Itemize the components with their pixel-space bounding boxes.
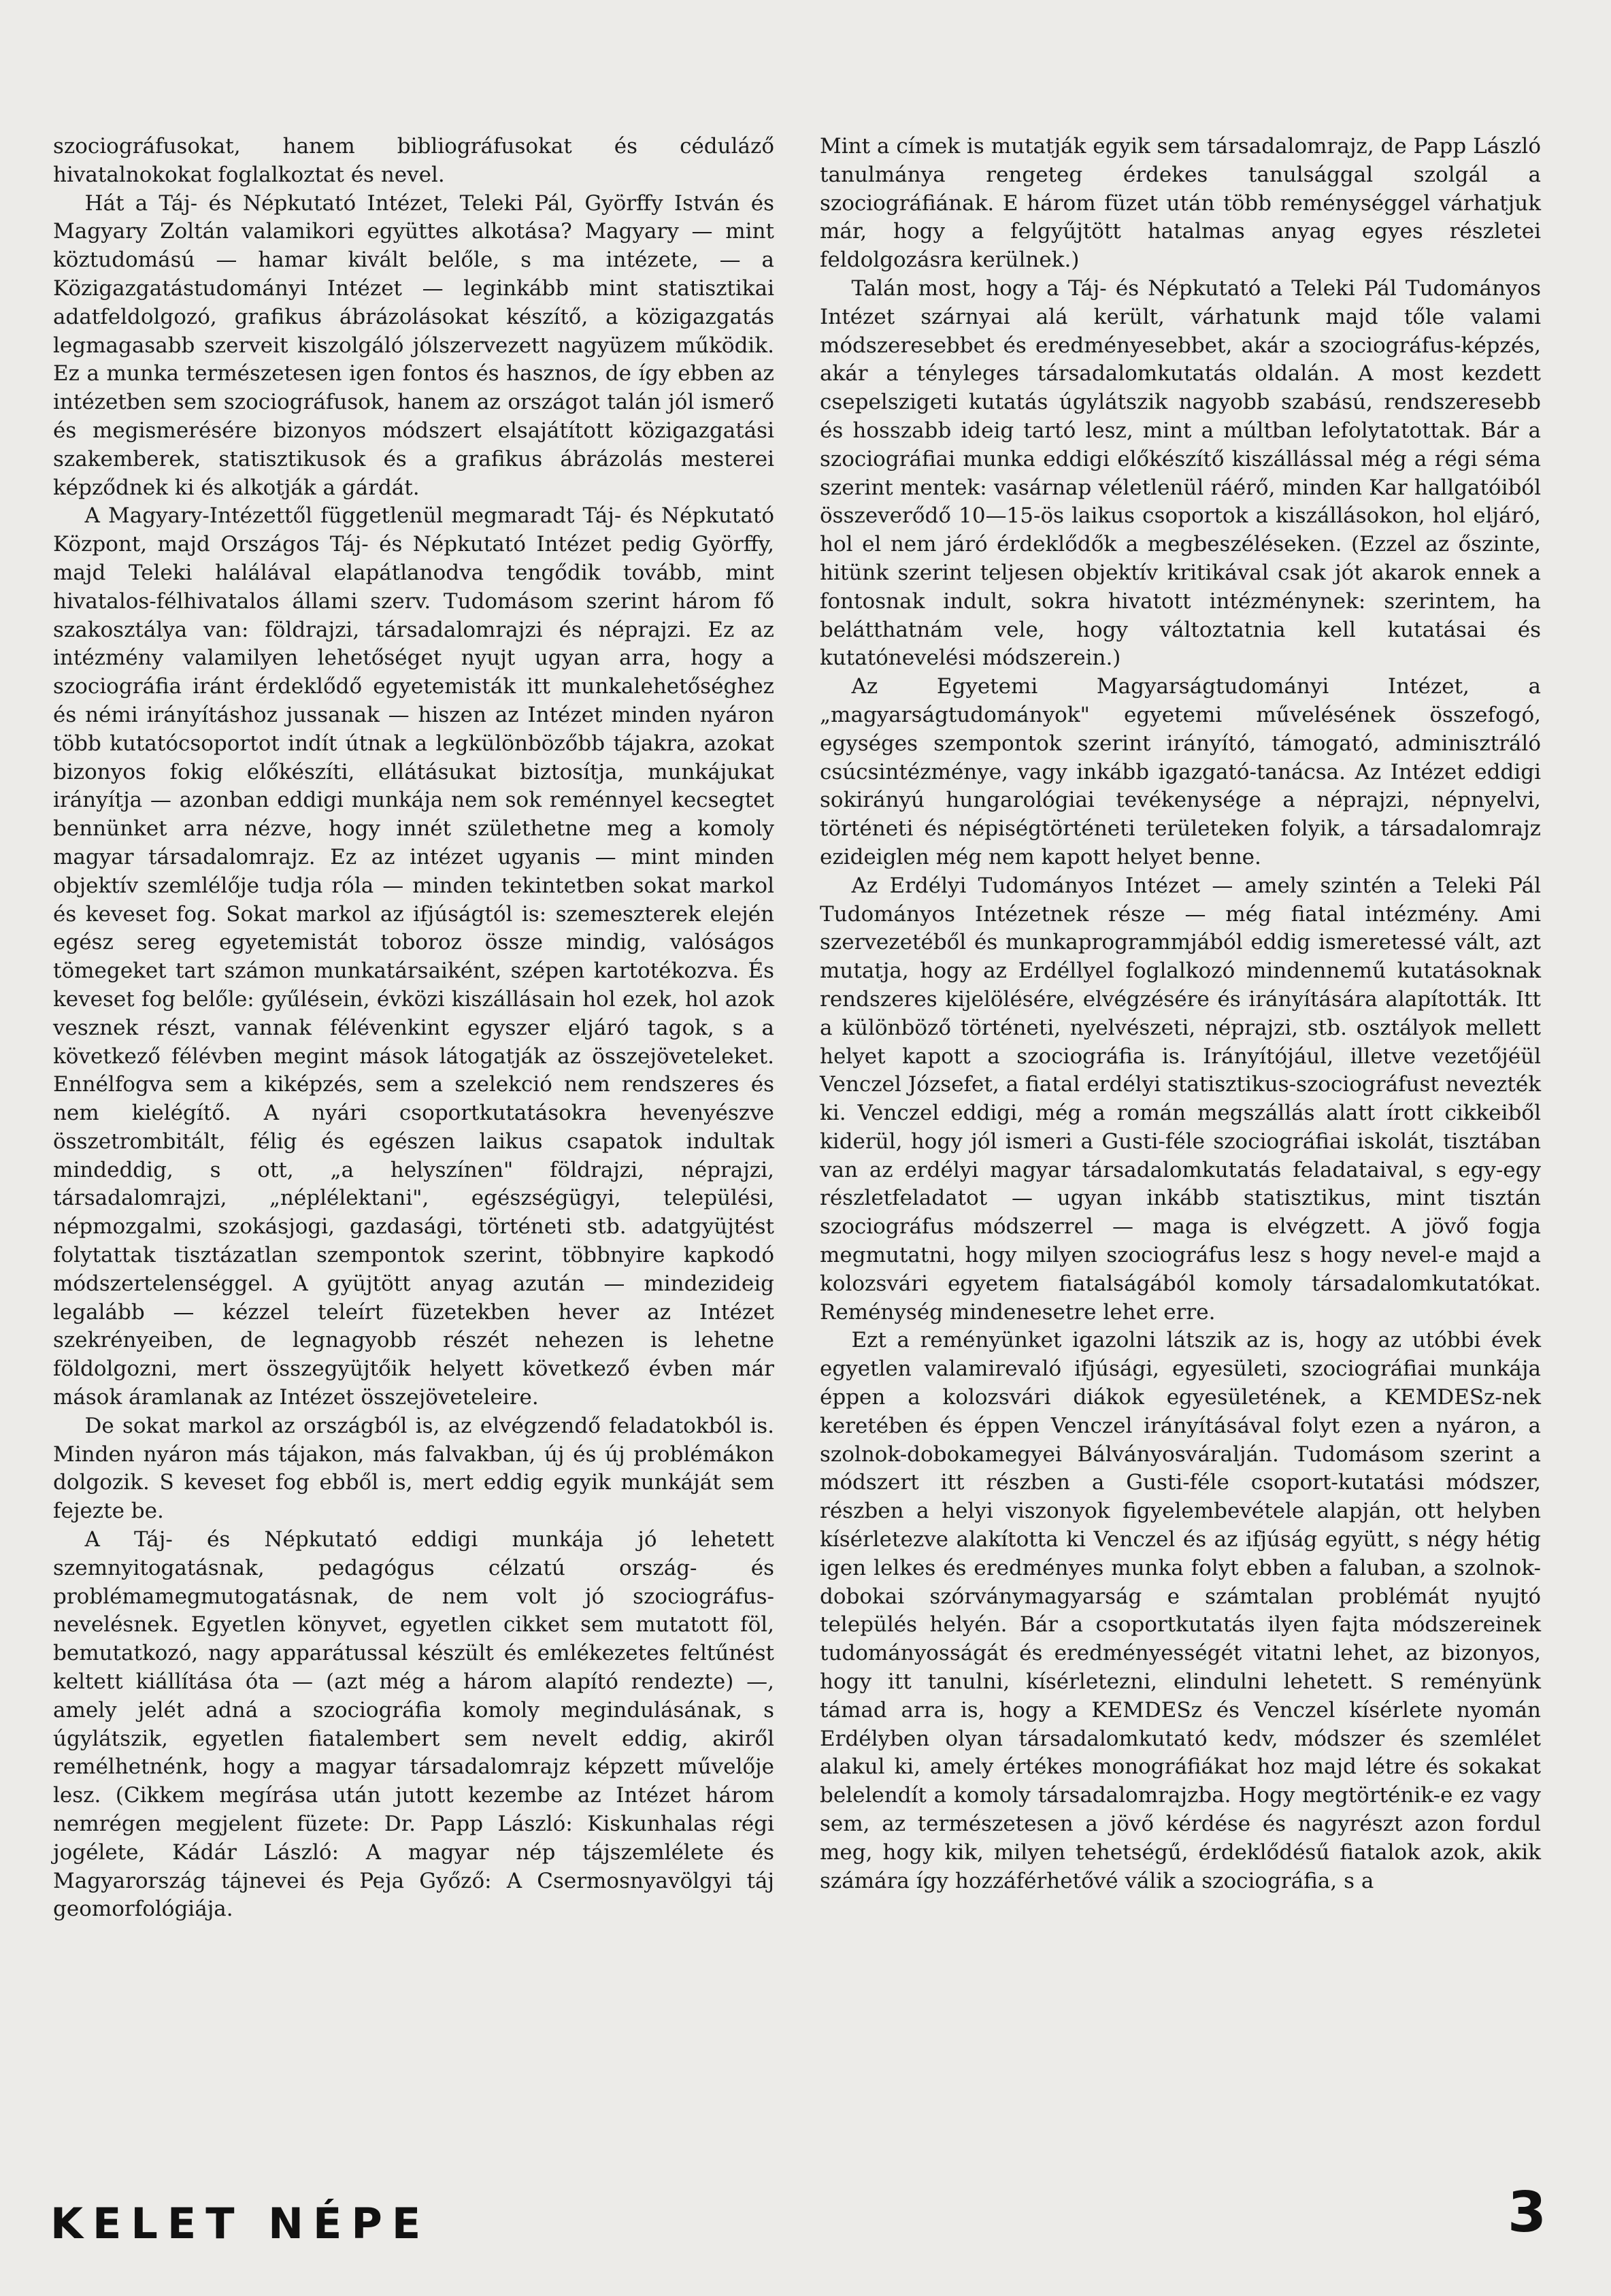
paragraph: Mint a címek is mutatják egyik sem társadalomrajz, de Papp László tanulmánya rengeteg érdekes tanulsággal szolgál a szociográfiának. E három füzet után több reménységgel várhatjuk már, hogy a felgyűjtött hatalmas anyag egyes részletei feldolgozásra kerülnek.) (820, 134, 1541, 273)
paragraph: Ezt a reményünket igazolni látszik az is, hogy az utóbbi évek egyetlen valamirevaló ifjúsági, egyesületi, szociográfiai munkája éppen a kolozsvári diákok egyesületének, a KEMDESz-nek keretében és éppen Venczel irányításával folyt ezen a nyáron, a szolnok-dobokamegyei Bálványosváralján. Tudomásom szerint a módszert itt részben a Gusti-féle csoport-kutatási módszer, részben a helyi viszonyok figyelembevétele alapján, ott helyben kísérletezve alakította ki Venczel és az ifjúság együtt, s négy hétig igen lelkes és eredményes munka folyt ebben a faluban, a szolnok-dobokai szórványmagyarság e számtalan problémát nyujtó település helyén. Bár a csoportkutatás ilyen fajta módszereinek tudományosságát és eredményességét vitatni lehet, az bizonyos, hogy itt tanulni, kísérletezni, elindulni lehetett. S reményünk támad arra is, hogy a KEMDESz és Venczel kísérlete nyomán Erdélyben olyan társadalomkutató kedv, módszer és szemlélet alakul ki, amely értékes monográfiákat hoz majd létre és sokakat belelendít a komoly társadalomrajzba. Hogy megtörténik-e ez vagy sem, az természetesen a jövő kérdése és nagyrészt azon fordul meg, hogy kik, milyen tehetségű, érdeklődésű fiatalok azok, akik számára így hozzáférhetővé válik a szociográfia, s a (820, 1328, 1541, 1893)
right-column (820, 133, 1541, 1895)
left-column (53, 133, 774, 1924)
paragraph: A Magyary-Intézettől függetlenül megmaradt Táj- és Népkutató Központ, majd Országos Táj- és Népkutató Intézet pedig Györffy, majd Teleki halálával elapátlanodva tengődik tovább, mint hivatalos-félhivatalos állami szerv. Tudomásom szerint három fő szakosztálya van: földrajzi, társadalomrajzi és néprajzi. Ez az intézmény valamilyen lehetőséget nyujt ugyan arra, hogy a szociográfia iránt érdeklődő egyetemisták itt munkalehetőséghez és némi irányításhoz jussanak — hiszen az Intézet minden nyáron több kutatócsoportot indít útnak a legkülönbözőbb tájakra, azokat bizonyos fokig előkészíti, ellátásukat biztosítja, munkájukat irányítja — azonban eddigi munkája nem sok reménnyel kecsegtet bennünket arra nézve, hogy innét születhetne meg a komoly magyar társadalomrajz. Ez az intézet ugyanis — mint minden objektív szemlélője tudja róla — minden tekintetben sokat markol és keveset fog. Sokat markol az ifjúságtól is: szemeszterek elején egész sereg egyetemistát toboroz össze mindig, valóságos tömegeket tart számon munkatársaiként, szépen kartotékozva. És keveset fog belőle: gyűlésein, évközi kiszállásain hol ezek, hol azok vesznek részt, vannak félévenkint egyszer eljáró tagok, s a következő félévben megint mások látogatják az összejöveteleket. Ennélfogva sem a kiképzés, sem a szelekció nem rendszeres és nem kielégítő. A nyári csoportkutatásokra hevenyészve összetrombitált, félig és egészen laikus csapatok indultak mindeddig, s ott, „a helyszínen" földrajzi, néprajzi, társadalomrajzi, „néplélektani", egészségügyi, települési, népmozgalmi, szokásjogi, gazdasági, történeti stb. adatgyüjtést folytattak tisztázatlan szempontok szerint, többnyire kapkodó módszertelenséggel. A gyüjtött anyag azután — mindezideig legalább — kézzel teleírt füzetekben hever az Intézet szekrényeiben, de legnagyobb részét nehezen is lehetne földolgozni, mert összegyüjtőik helyett következő évben már mások áramlanak az Intézet összejöveteleire. (53, 503, 774, 1410)
publication-title: KELET NÉPE (50, 2199, 431, 2248)
page-number: 3 (1507, 2180, 1546, 2245)
paragraph: Talán most, hogy a Táj- és Népkutató a Teleki Pál Tudományos Intézet szárnyai alá került, várhatunk majd tőle valami módszeresebbet és eredményesebbet, akár a szociográfus-képzés, akár a tényleges társadalomkutatás oldalán. A most kezdett csepelszigeti kutatás úgylátszik nagyobb szabású, rendszeresebb és hosszabb ideig tartó lesz, mint a múltban lefolytatottak. Bár a szociográfiai munka eddigi előkészítő kiszállással még a régi séma szerint mentek: vasárnap véletlenül ráérő, minden Kar hallgatóiból összeverődő 10—15-ös laikus csoportok a kiszállásokon, hol eljáró, hol el nem járó érdeklődők a megbeszéléseken. (Ezzel az őszinte, hitünk szerint teljesen objektív kritikával csak jót akarok ennek a fontosnak indult, sokra hivatott intézménynek: szerintem, ha belátthatnám vele, hogy változtatnia kell kutatásai és kutatónevelési módszerein.) (820, 276, 1541, 671)
paragraph: szociográfusokat, hanem bibliográfusokat és céduláző hivatalnokokat foglalkoztat és nevel. (53, 134, 774, 187)
paragraph: Hát a Táj- és Népkutató Intézet, Teleki Pál, Györffy István és Magyary Zoltán valamikori együttes alkotása? Magyary — mint köztudomású — hamar kivált belőle, s ma intézete, — a Közigazgatástudományi Intézet — leginkább mint statisztikai adatfeldolgozó, grafikus ábrázolásokat készítő, a közigazgatás legmagasabb szerveit kiszolgáló jólszervezett nagyüzem működik. Ez a munka természetesen igen fontos és hasznos, de így ebben az intézetben sem szociográfusok, hanem az országot talán jól ismerő és megismerésére bizonyos módszert elsajátított közigazgatási szakemberek, statisztikusok és a grafikus ábrázolás mesterei képződnek ki és alkotják a gárdát. (53, 190, 774, 500)
paragraph: De sokat markol az országból is, az elvégzendő feladatokból is. Minden nyáron más tájakon, más falvakban, új és új problémákon dolgozik. S keveset fog ebből is, mert eddig egyik munkáját sem fejezte be. (53, 1413, 774, 1524)
paragraph: A Táj- és Népkutató eddigi munkája jó lehetett szemnyitogatásnak, pedagógus célzatú ország- és problémamegmutogatásnak, de nem volt jó szociográfus-nevelésnek. Egyetlen könyvet, egyetlen cikket sem mutatott föl, bemutatkozó, nagy apparátussal készült és emlékezetes feltűnést keltett kiállítása óta — (azt még a három alapító rendezte) —, amely jelét adná a szociográfia komoly megindulásának, s úgylátszik, egyetlen fiatalembert sem nevelt eddig, akiről remélhetnénk, hogy a magyar társadalomrajz képzett művelője lesz. (Cikkem megírása után jutott kezembe az Intézet három nemrégen megjelent füzete: Dr. Papp László: Kiskunhalas régi jogélete, Kádár László: A magyar nép tájszemlélete és Magyarország tájnevei és Peja Győző: A Csermosnyavölgyi táj geomorfológiája. (53, 1527, 774, 1922)
paragraph: Az Erdélyi Tudományos Intézet — amely szintén a Teleki Pál Tudományos Intézetnek része — még fiatal intézmény. Ami szervezetéből és munkaprogrammjából eddig ismeretessé vált, azt mutatja, hogy az Erdéllyel foglalkozó mindennemű kutatásoknak rendszeres kijelölésére, elvégzésére és irányítására alapították. Itt a különböző történeti, nyelvészeti, néprajzi, stb. osztályok mellett helyet kapott a szociográfia is. Irányítójául, illetve vezetőjéül Venczel Józsefet, a fiatal erdélyi statisztikus-szociográfust nevezték ki. Venczel eddigi, még a román megszállás alatt írott cikkeiből kiderül, hogy jól ismeri a Gusti-féle szociográfiai iskolát, tisztában van az erdélyi magyar társadalomkutatás feladataival, s egy-egy részletfeladatot — ugyan inkább statisztikus, mint tisztán szociográfus módszerrel — maga is elvégzett. A jövő fogja megmutatni, hogy milyen szociográfus lesz s hogy nevel-e majd a kolozsvári egyetem fiatalságából komoly társadalomkutatókat. Reménység mindenesetre lehet erre. (820, 873, 1541, 1325)
paragraph: Az Egyetemi Magyarságtudományi Intézet, a „magyarságtudományok" egyetemi művelésének összefogó, egységes szempontok szerint irányító, támogató, adminisztráló csúcsintézménye, vagy inkább igazgató-tanácsa. Az Intézet eddigi sokirányú hungarológiai tevékenysége a néprajzi, népnyelvi, történeti és népiségtörténeti területeken folyik, a társadalomrajz ezideiglen még nem kapott helyet benne. (820, 674, 1541, 869)
